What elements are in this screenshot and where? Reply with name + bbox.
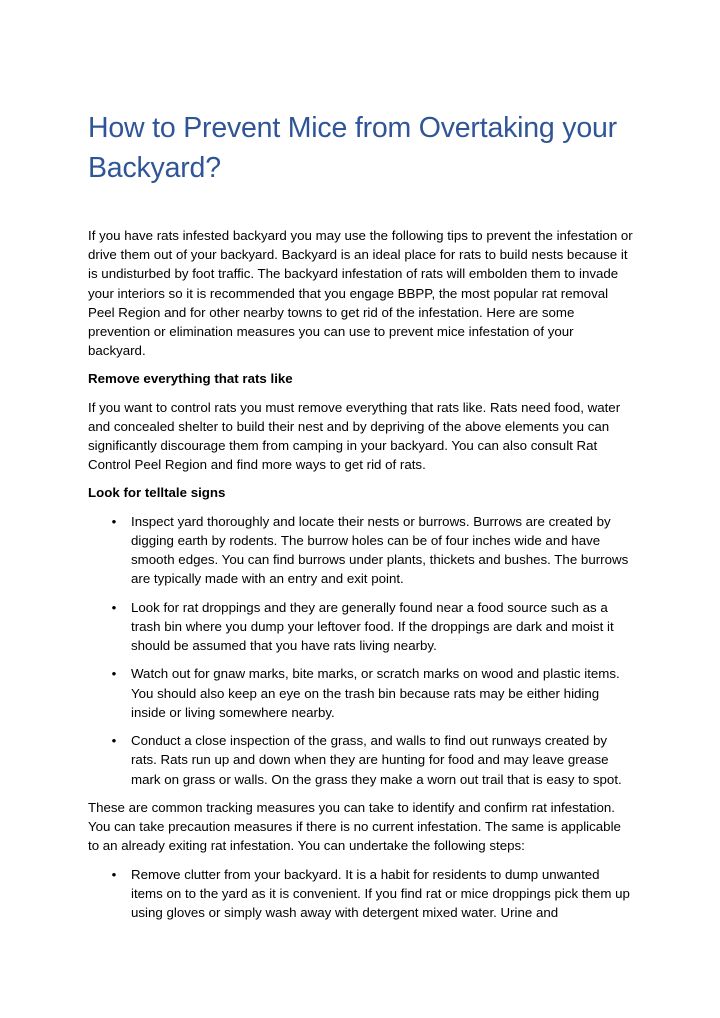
page-title: How to Prevent Mice from Overtaking your Backyard? <box>88 112 617 184</box>
steps-list <box>88 865 634 923</box>
list-item-text: Inspect yard thoroughly and locate their nests or burrows. Burrows are created by digging earth by rodents. The burrow holes can be of four inches wide and have smooth edges. You can find burrows under plants, thickets and bushes. The burrows are typically made with an entry and exit point. <box>131 513 629 587</box>
list-item <box>88 512 634 589</box>
list-item <box>88 865 634 923</box>
signs-list <box>88 512 634 789</box>
section-heading-signs: Look for telltale signs <box>88 485 226 501</box>
bullet-icon: • <box>111 866 117 882</box>
tracking-paragraph: These are common tracking measures you can take to identify and confirm rat infestation. You can take precaution measures if there is no current infestation. The same is applicable to an already exiting rat infestation. You can undertake the following steps: <box>88 800 621 854</box>
bullet-icon: • <box>111 666 117 682</box>
list-item-text: Remove clutter from your backyard. It is a habit for residents to dump unwanted items on to the yard as it is convenient. If you find rat or mice droppings pick them up using gloves or simply wash away with detergent mixed water. Urine and <box>131 866 630 921</box>
list-item <box>88 598 634 656</box>
list-item <box>88 731 634 789</box>
list-item-text: Look for rat droppings and they are generally found near a food source such as a trash bin where you dump your leftover food. If the droppings are dark and moist it should be assumed that you have rats living nearby. <box>131 599 614 654</box>
bullet-icon: • <box>111 733 117 749</box>
section-heading-remove: Remove everything that rats like <box>88 371 293 387</box>
list-item-text: Watch out for gnaw marks, bite marks, or scratch marks on wood and plastic items. You should also keep an eye on the trash bin because rats may be either hiding inside or living somewhere nearby. <box>131 666 620 720</box>
bullet-icon: • <box>111 599 117 615</box>
document-page <box>88 108 634 931</box>
section-body-remove: If you want to control rats you must remove everything that rats like. Rats need food, water and concealed shelter to build their nest and by depriving of the above elements you can significantly discourage them from camping in your backyard. You can also consult Rat Control Peel Region and find more ways to get rid of rats. <box>88 399 621 473</box>
bullet-icon: • <box>111 513 117 529</box>
list-item-text: Conduct a close inspection of the grass, and walls to find out runways created by rats. Rats run up and down when they are hunting for food and may leave grease mark on grass or walls. On the grass they make a worn out trail that is easy to spot. <box>131 733 622 787</box>
list-item <box>88 664 634 722</box>
intro-paragraph: If you have rats infested backyard you may use the following tips to prevent the infestation or drive them out of your backyard. Backyard is an ideal place for rats to build nests because it is undisturbed by foot traffic. The backyard infestation of rats will embolden them to invade your interiors so it is recommended that you engage BBPP, the most popular rat removal Peel Region and for other nearby towns to get rid of the infestation. Here are some prevention or elimination measures you can use to prevent mice infestation of your backyard. <box>88 228 633 359</box>
